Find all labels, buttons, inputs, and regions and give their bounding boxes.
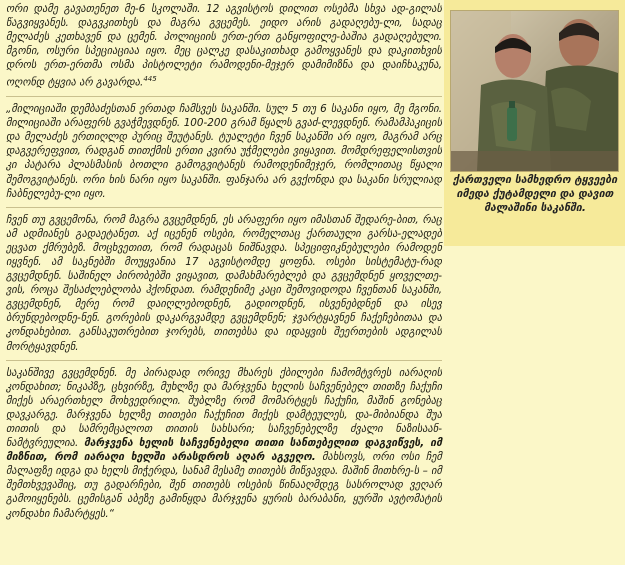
- footnote-ref: 445: [143, 75, 157, 84]
- paragraph-3: ჩვენ თუ გვცემონა, რომ მაგრა გვცემდნენ, ეს არაფერი იყო იმასთან შედარე-ბით, რაც ამ ადმიანეს გადაეტანეთ. აქ იცენენ ოსები, რომელთაც ქართაული გარსა-ელადებ ეცვათ ქმრუბეზ. მოცხვეთით, რომ რადაცას ნიშნავდა. სპეციფიკნებულები რამოდენ იყვნენ. ამ საკნებში მოუყვანია 17 აგვისტომდე ყოფნა. ოსები სისტემატუ-რად გვცემდნენ. საშინელ პირობებში ვიყავით, დამახმარებლებ და გვცემდნენ ყოველთე-ვის, როცა შესაძლებლობა ჰქონდათ. რამდენიმე კაცი შემოვიდოდა ჩვენთან საკანში, გვცემდნენ, მერე რომ დაიღლებოდნენ, გადიოდნენ, ისვენებდნენ და ისევ ბრუნდებოდნე-ნენ. გორების დაკარგვამდე გვცემდნენ; ჯვარტყავნენ ჩაქეჩებითაა და კონდახებით. განსაკუთრებით ჯორებს, თითებსა და იდაყვის შეერთების ადგილას მორტყავდნენ.: [6, 207, 442, 354]
- photo-sidebar: [444, 0, 625, 246]
- prisoners-photo-image: [451, 11, 618, 171]
- paragraph-4-text-a: საკანშივე გვცემდნენ. მე პირადად ორივე მხარეს ქბილები ჩამომტვრეს იარაღის კონდახით; ნიკაპზე, ცხვირზე, მუხლზე და მარჯვენა ხელის საჩვენებელ თითზე ჩაქუჩი მიქეს არაერთხელ მოხვედრილი. შუბლზე რომ მომარტყეს ჩაქუჩი, მაშინ გონებაც დავკარგე. მარჯვენა ხელზე თითები ჩაქუჩით მიქეს დამტეულეს, და-მიბიანდა შუა თითის და სამრემცალოთ თითის სახსარი; საჩვენებელზე ძვალი ნაზისაან-ნამტვრეულია.: [6, 366, 442, 450]
- paragraph-1-text: ორი დამე გავათენეთ მე-6 სკოლაში. 12 აგვისტოს დილით ოსებმა სხვა ად-გილას წაგვიყვანეს. დაგვკითხეს და მაგრა გვცემეს. ეიდო არის გადაღებუ-ლი, სადაც მელაძეს კეთხავენ და ცემენ. პოლიციის ერთ-ერთ განყოფილე-ბაშია გადაღებული. მგონი, ოსური სპეციაციაა იყო. მეც ცალკე დასაკითხად გამოყვანეს და დაკითხვის დროს ერთ-ერთმა ოსმა პისტოლეტი რამოდენი-მეჯერ დამიმიზნა და დაიჩხაკუნა, ოღონდ ტყვია არ გავარდა.: [6, 3, 442, 89]
- paragraph-4: [6, 360, 442, 521]
- article-column: [6, 2, 442, 527]
- paragraph-4-bold: მარჯვენა ხელის საჩვენებელი თითი სანთებელით დაგვიწვეს, იმ მიზნით, რომ იარაღი ხელში არასდროს აღარ აგვეღო.: [6, 437, 443, 464]
- prisoners-photo: [450, 10, 619, 172]
- paragraph-2: „მილიციაში დემბაძესთან ერთად ჩამსვეს საკანში. სულ 5 თუ 6 საკანი იყო, მე მგონი. მილიციაში არაფერს გვაჭმევდნენ. 100-200 გრამ წყალს გვაძ-ლევდნენ. რამამჰაკიცის და მელაძეს ერთიღლდ პურიც შეუტანეს. ტუალეტი ჩვენ საკანში არ იყო, მაგრამ არც დაგვერეფვით, რადგან თითქმის ერთი კვირა უჭმელები ვიყავით. მომდრეფელისთვის კი პატარა პლასმასის ბოთლი გამოგვიტანეს რამოდენიმეჯერ, რომლითაც წყალი შემოგვიტანეს. ორი ხის ნარი იყო საკანში. ფანჯარა არ გვქონდა და საკანი სრულიად ჩაბნელებუ-ლი იყო.: [6, 96, 442, 201]
- paragraph-1: [6, 2, 442, 90]
- paragraph-4-text-c: მახსოვს, ორი ოსი ჩემ მალაფზე იდგა და ხელს მიჭერდა, სანამ მესამე თითებს მიწვავდა. მაშინ მითხრე-ს – იმ შემთხვევაშიც, თუ გადარჩები, შენ თითებს ოსების წინააღმდეგ სასროლად ვეღარ გამოიყენებს. ცემისგან აბეზე გამინყდა მარჯვენა ყურის ბარაბანი, ყურში ავტომატის კონდახი ჩამარტყეს.“: [6, 451, 442, 520]
- photo-caption: ქართველი სამხედრო ტყვეები იმედა ქუტამდელი და დავით მალაშინი საკანში.: [452, 174, 618, 214]
